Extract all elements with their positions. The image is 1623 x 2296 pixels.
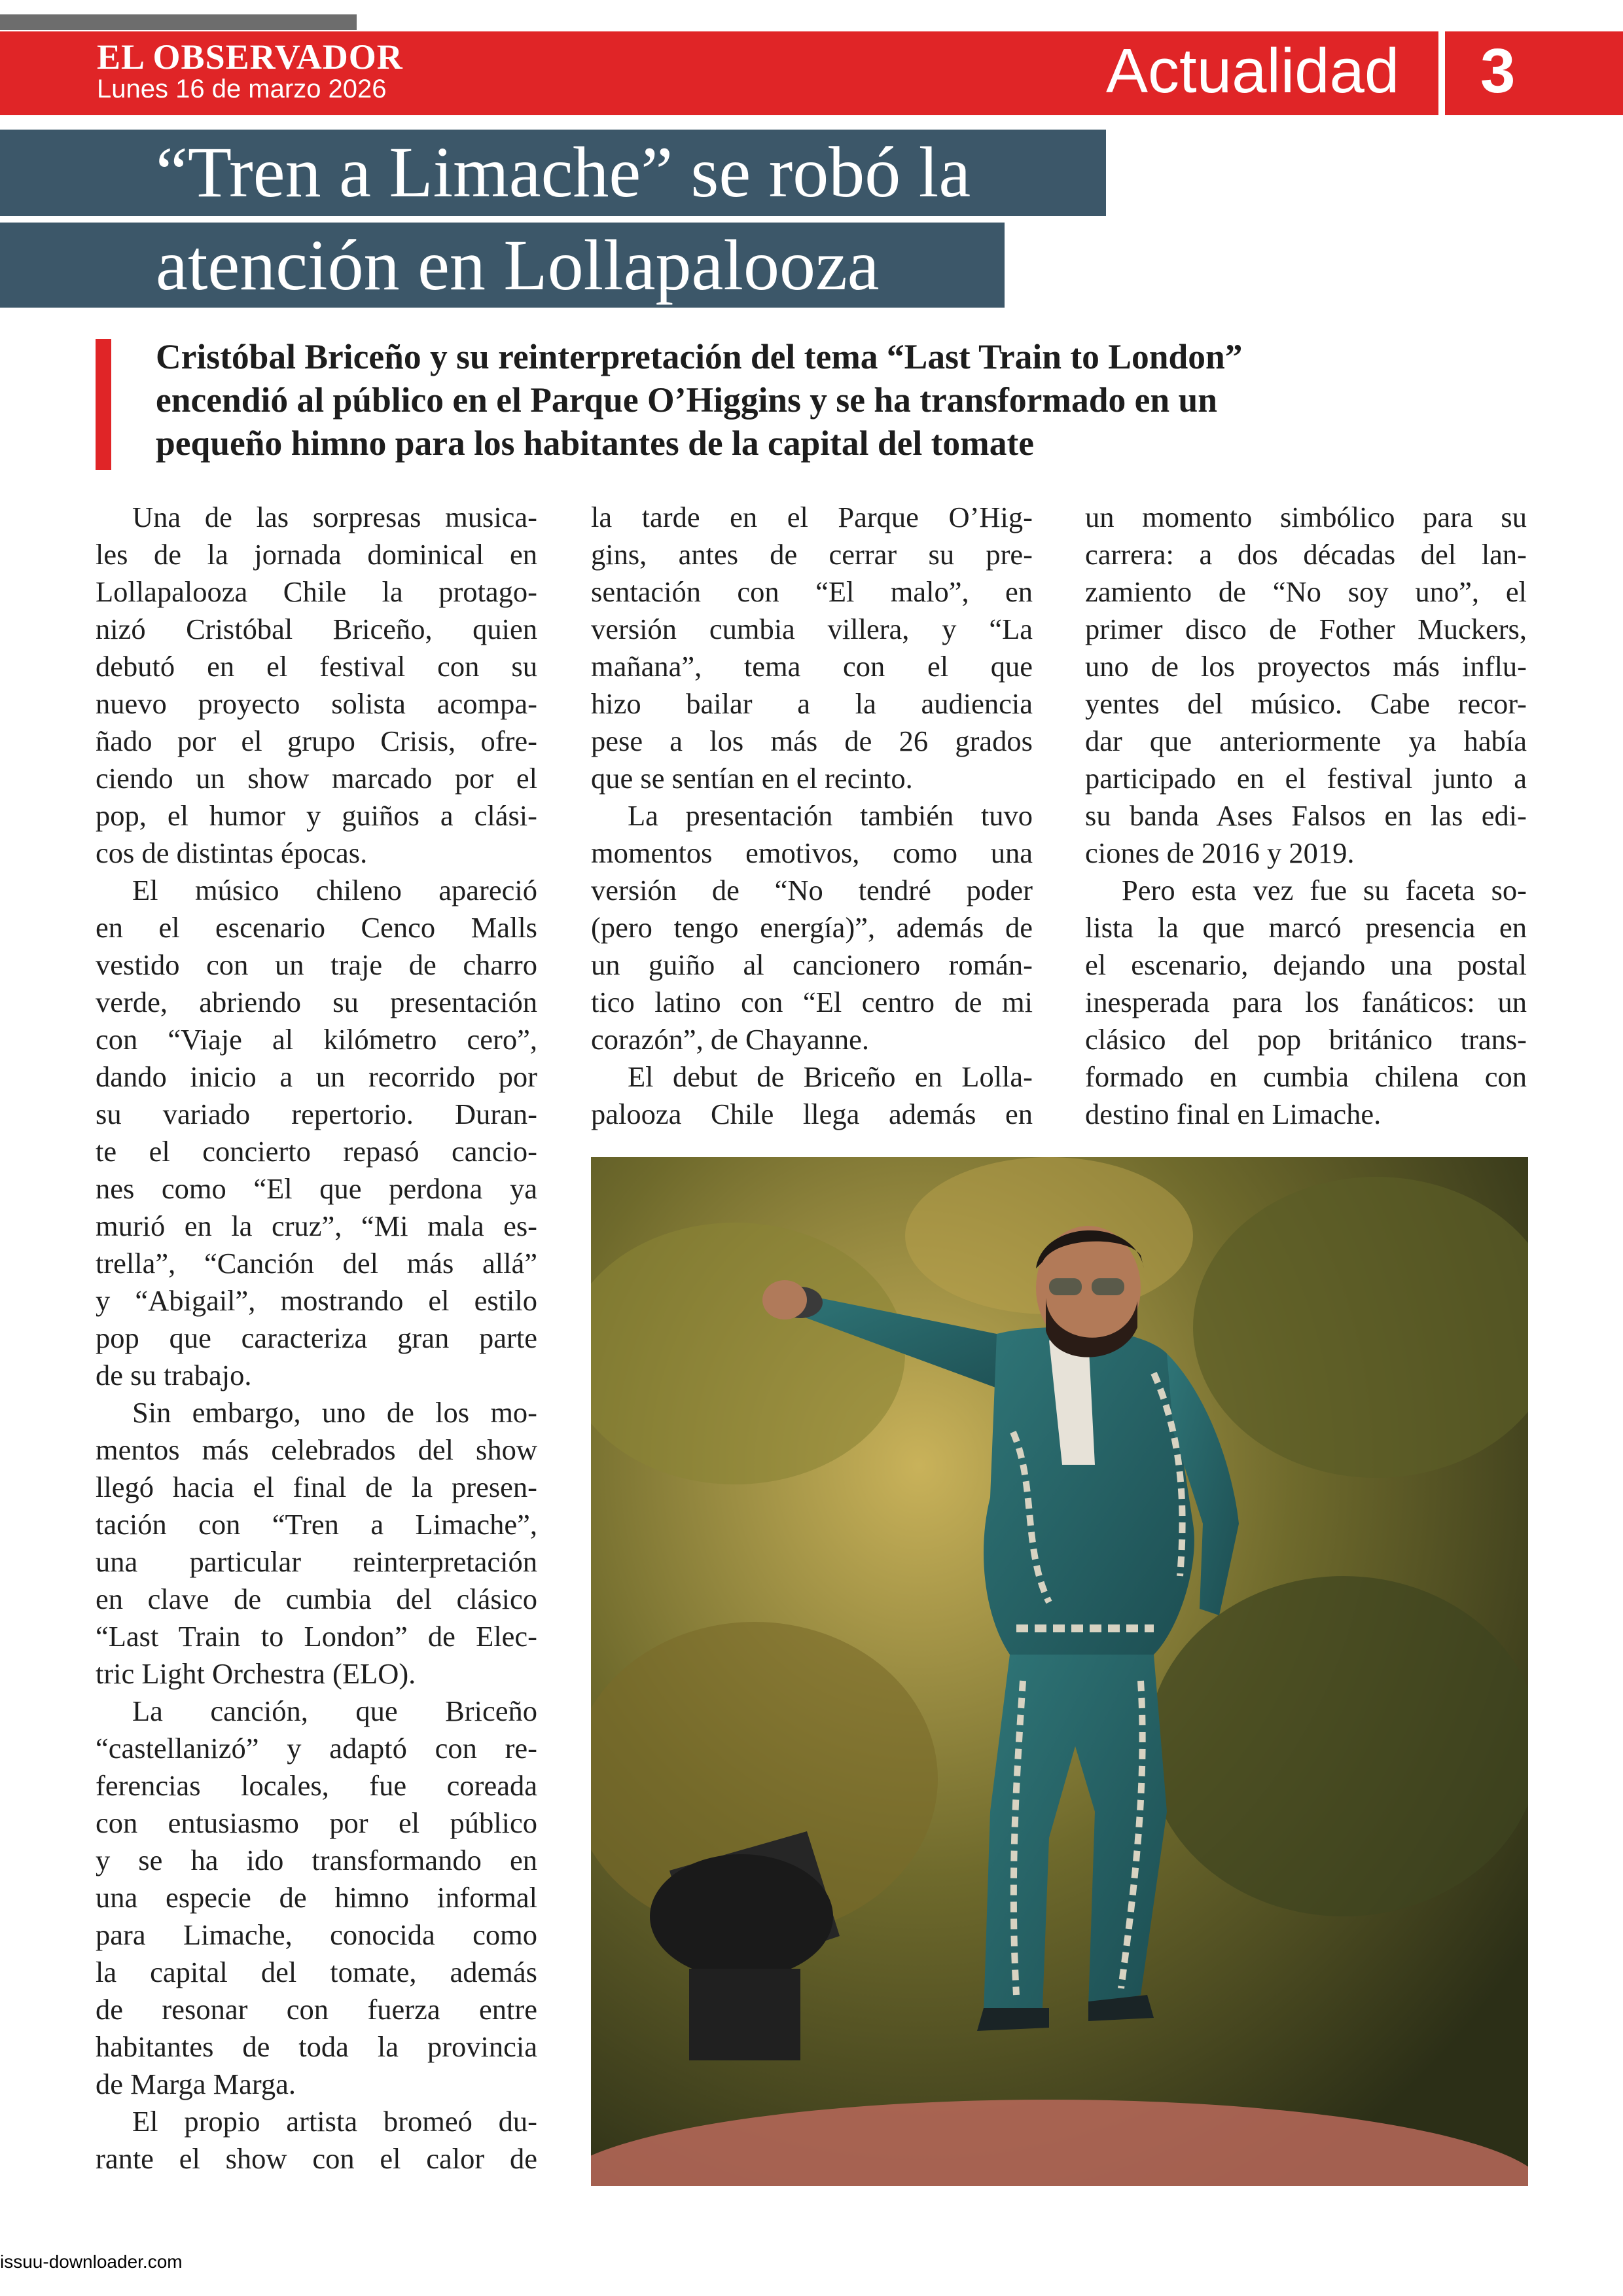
lead-line: Cristóbal Briceño y su reinterpretación del tema “Last Train to London” [156, 337, 1243, 376]
text-line: formado en cumbia chilena con [1085, 1060, 1527, 1093]
text-line: verde, abriendo su presentación [96, 986, 537, 1018]
text-line: versión de “No tendré poder [591, 874, 1033, 906]
text-line: pese a los más de 26 grados [591, 725, 1033, 757]
lead-accent-bar [96, 339, 111, 470]
text-line: rante el show con el calor de [96, 2142, 537, 2175]
text-line: ferencias locales, fue coreada [96, 1769, 537, 1802]
text-line: zamiento de “No soy uno”, el [1085, 575, 1527, 608]
text-line: momentos emotivos, como una [591, 836, 1033, 869]
foliage-blob [1147, 1576, 1528, 1916]
text-line: nes como “El que perdona ya [96, 1172, 537, 1205]
text-line: gins, antes de cerrar su pre- [591, 538, 1033, 571]
text-line: (pero tengo energía)”, además de [591, 911, 1033, 944]
watermark: issuu-downloader.com [0, 2251, 183, 2272]
performer-photo [591, 1157, 1528, 2186]
text-line: habitantes de toda la provincia [96, 2030, 537, 2063]
text-line: les de la jornada dominical en [96, 538, 537, 571]
text-line: su banda Ases Falsos en las edi- [1085, 799, 1527, 832]
text-line: cos de distintas épocas. [96, 836, 368, 869]
text-line: y se ha ido transformando en [96, 1844, 537, 1876]
text-line: pop, el humor y guiños a clási- [96, 799, 537, 832]
text-line: dar que anteriormente ya había [1085, 725, 1527, 757]
text-line: ciendo un show marcado por el [96, 762, 537, 795]
text-line: en clave de cumbia del clásico [96, 1583, 537, 1615]
text-line: La canción, que Briceño [132, 1695, 537, 1727]
text-line: tico latino con “El centro de mi [591, 986, 1033, 1018]
text-line: su variado repertorio. Duran- [96, 1098, 537, 1130]
text-line: primer disco de Fother Muckers, [1085, 613, 1527, 645]
lead-line: encendió al público en el Parque O’Higgins y se ha transformado en un [156, 380, 1217, 420]
text-line: trella”, “Canción del más allá” [96, 1247, 537, 1280]
text-line: El músico chileno apareció [132, 874, 537, 906]
text-line: y “Abigail”, mostrando el estilo [96, 1284, 537, 1317]
text-line: “Last Train to London” de Elec- [96, 1620, 537, 1653]
text-line: El propio artista bromeó du- [132, 2105, 537, 2138]
section-label: Actualidad [1106, 36, 1400, 106]
text-line: nizó Cristóbal Briceño, quien [96, 613, 537, 645]
text-line: “castellanizó” y adaptó con re- [96, 1732, 537, 1765]
lead-line: pequeño himno para los habitantes de la capital del tomate [156, 423, 1035, 463]
text-line: llegó hacia el final de la presen- [96, 1471, 537, 1503]
text-line: mentos más celebrados del show [96, 1433, 537, 1466]
text-line: clásico del pop británico trans- [1085, 1023, 1527, 1056]
section-divider [1438, 31, 1445, 115]
text-line: dando inicio a un recorrido por [96, 1060, 537, 1093]
text-line: la tarde en el Parque O’Hig- [591, 501, 1033, 533]
text-line: mañana”, tema con el que [591, 650, 1033, 683]
text-line: el escenario, dejando una postal [1085, 948, 1527, 981]
text-line: versión cumbia villera, y “La [591, 613, 1033, 645]
page-number: 3 [1480, 36, 1516, 106]
text-line: inesperada para los fanáticos: un [1085, 986, 1527, 1018]
text-line: participado en el festival junto a [1085, 762, 1527, 795]
text-line: te el concierto repasó cancio- [96, 1135, 537, 1168]
text-line: tric Light Orchestra (ELO). [96, 1657, 416, 1690]
text-line: La presentación también tuvo [628, 799, 1033, 832]
text-line: pop que caracteriza gran parte [96, 1321, 537, 1354]
text-line: de su trabajo. [96, 1359, 252, 1391]
text-line: lista la que marcó presencia en [1085, 911, 1527, 944]
text-line: Pero esta vez fue su faceta so- [1122, 874, 1527, 906]
text-line: nuevo proyecto solista acompa- [96, 687, 537, 720]
issue-date: Lunes 16 de marzo 2026 [97, 75, 387, 103]
text-line: con “Viaje al kilómetro cero”, [96, 1023, 537, 1056]
text-line: uno de los proyectos más influ- [1085, 650, 1527, 683]
article-column-3 [1085, 499, 1527, 1133]
text-line: un guiño al cancionero román- [591, 948, 1033, 981]
article-column-1 [96, 499, 537, 2178]
text-line: Sin embargo, uno de los mo- [132, 1396, 537, 1429]
text-line: hizo bailar a la audiencia [591, 687, 1033, 720]
text-line: que se sentían en el recinto. [591, 762, 913, 795]
text-line: con entusiasmo por el público [96, 1806, 537, 1839]
text-line: para Limache, conocida como [96, 1918, 537, 1951]
text-line: vestido con un traje de charro [96, 948, 537, 981]
text-line: murió en la cruz”, “Mi mala es- [96, 1210, 537, 1242]
text-line: una especie de himno informal [96, 1881, 537, 1914]
text-line: la capital del tomate, además [96, 1956, 537, 1988]
lead-paragraph [156, 335, 1582, 465]
headline-line-2: atención en Lollapalooza [156, 225, 880, 305]
text-line: Lollapalooza Chile la protago- [96, 575, 537, 608]
text-line: Una de las sorpresas musica- [132, 501, 537, 533]
text-line: carrera: a dos décadas del lan- [1085, 538, 1527, 571]
text-line: ciones de 2016 y 2019. [1085, 836, 1355, 869]
headline-line-1: “Tren a Limache” se robó la [156, 132, 971, 212]
text-line: tación con “Tren a Limache”, [96, 1508, 537, 1541]
text-line: una particular reinterpretación [96, 1545, 537, 1578]
text-line: de resonar con fuerza entre [96, 1993, 537, 2026]
text-line: sentación con “El malo”, en [591, 575, 1033, 608]
text-line: El debut de Briceño en Lolla- [628, 1060, 1033, 1093]
top-gray-strip [0, 14, 357, 30]
text-line: destino final en Limache. [1085, 1098, 1382, 1130]
article-column-2 [591, 499, 1033, 1133]
text-line: corazón”, de Chayanne. [591, 1023, 870, 1056]
text-line: en el escenario Cenco Malls [96, 911, 537, 944]
newspaper-name: EL OBSERVADOR [97, 37, 403, 77]
text-line: debutó en el festival con su [96, 650, 537, 683]
text-line: yentes del músico. Cabe recor- [1085, 687, 1527, 720]
text-line: de Marga Marga. [96, 2068, 296, 2100]
text-line: ñado por el grupo Crisis, ofre- [96, 725, 537, 757]
text-line: palooza Chile llega además en [591, 1098, 1033, 1130]
text-line: un momento simbólico para su [1085, 501, 1527, 533]
